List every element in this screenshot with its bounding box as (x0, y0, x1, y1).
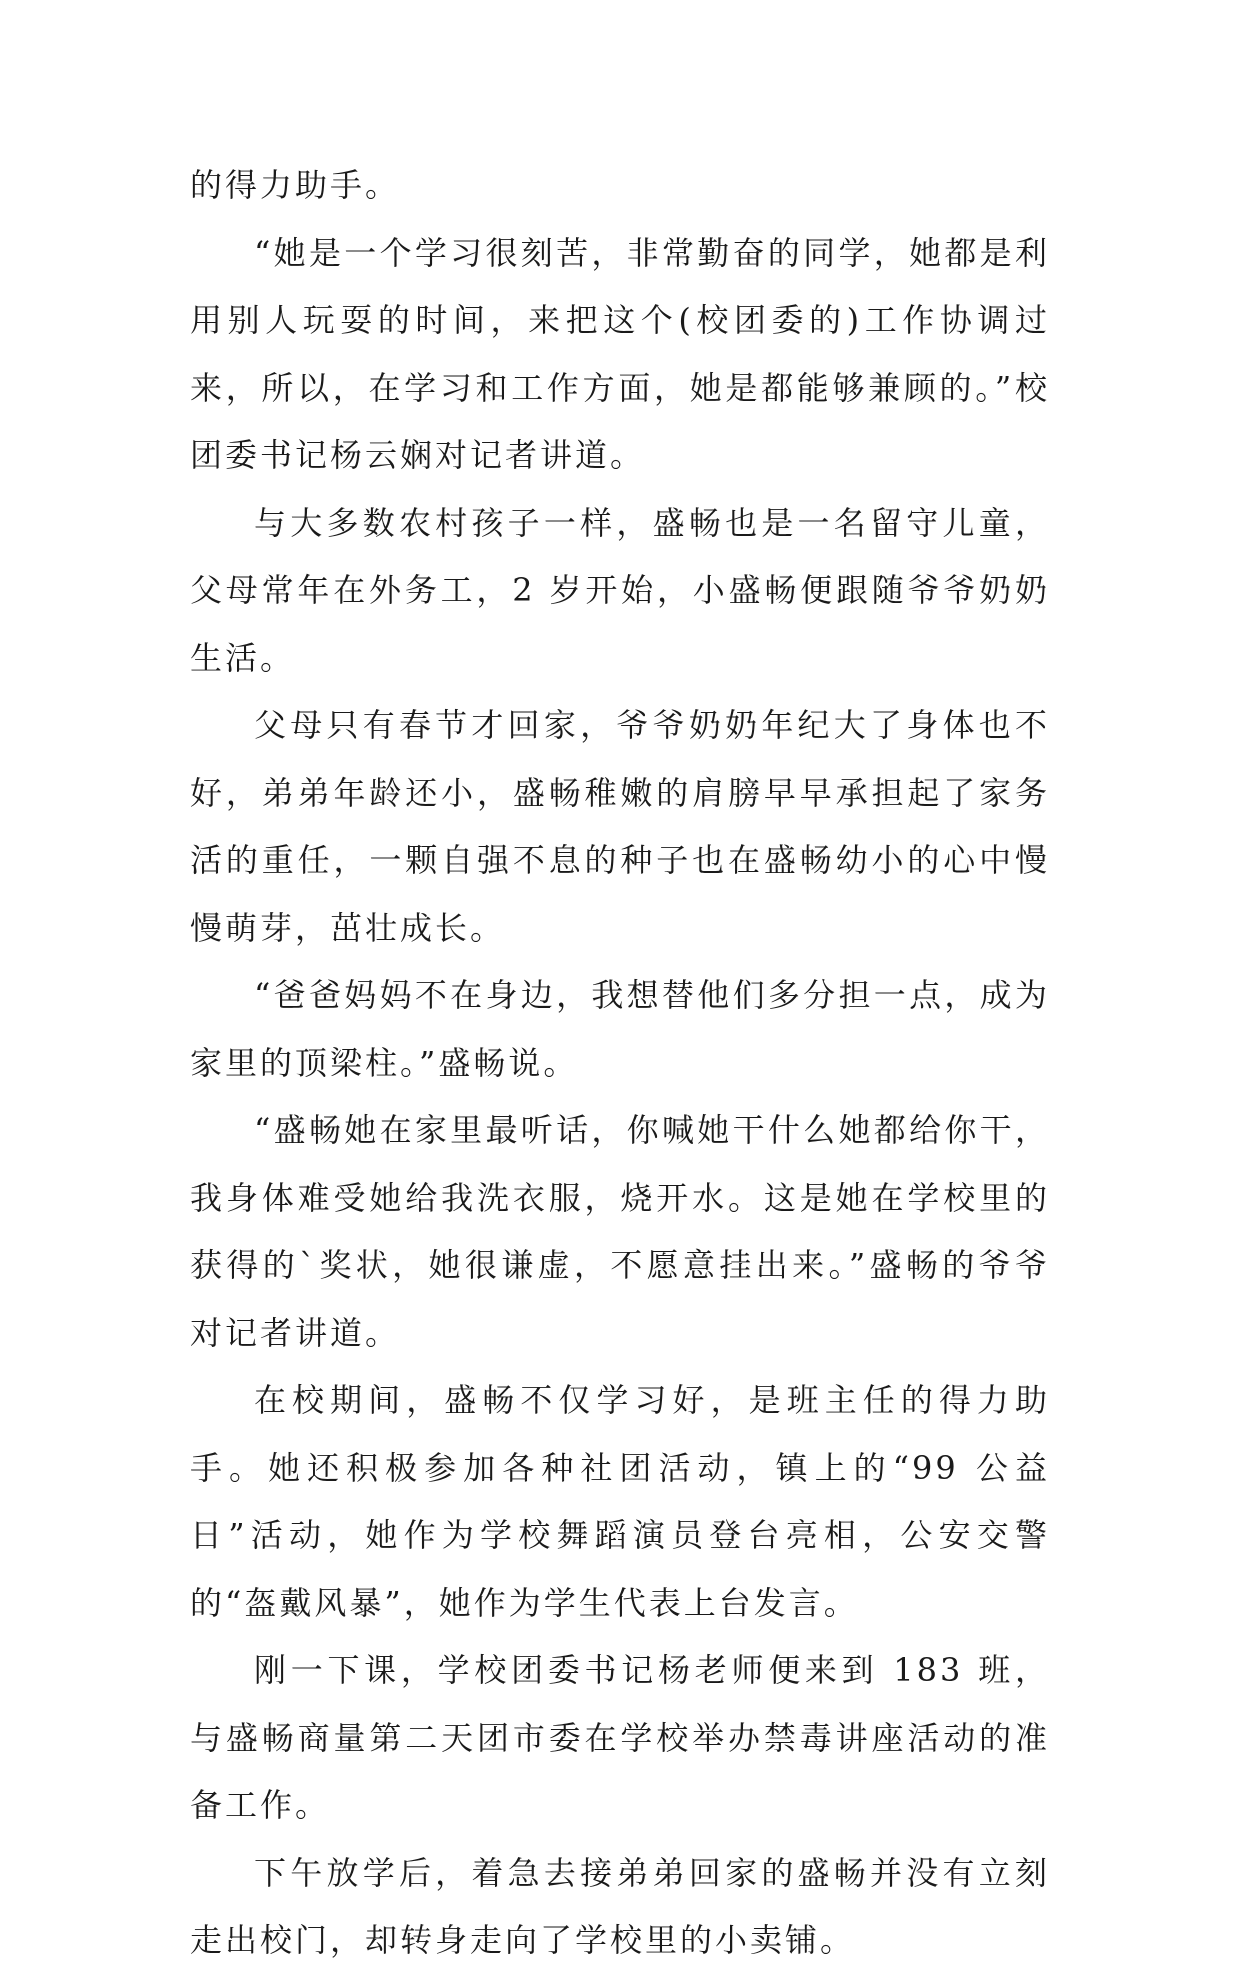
paragraph-5: “爸爸妈妈不在身边，我想替他们多分担一点，成为家里的顶梁柱。”盛畅说。 (190, 976, 1050, 1082)
article-body (190, 152, 1050, 1975)
paragraph-4: 父母只有春节才回家，爷爷奶奶年纪大了身体也不好，弟弟年龄还小，盛畅稚嫩的肩膀早早承担起了家务活的重任，一颗自强不息的种子也在盛畅幼小的心中慢慢萌芽，茁壮成长。 (190, 706, 1050, 947)
paragraph-8: 刚一下课，学校团委书记杨老师便来到 183 班，与盛畅商量第二天团市委在学校举办禁毒讲座活动的准备工作。 (190, 1651, 1050, 1824)
paragraph-1: 的得力助手。 (190, 166, 401, 204)
paragraph-2: “她是一个学习很刻苦，非常勤奋的同学，她都是利用别人玩耍的时间，来把这个(校团委的)工作协调过来，所以，在学习和工作方面，她是都能够兼顾的。”校团委书记杨云娴对记者讲道。 (190, 233, 1050, 474)
paragraph-3: 与大多数农村孩子一样，盛畅也是一名留守儿童，父母常年在外务工，2 岁开始，小盛畅便跟随爷爷奶奶生活。 (190, 503, 1050, 677)
paragraph-6: “盛畅她在家里最听话，你喊她干什么她都给你干，我身体难受她给我洗衣服，烧开水。这是她在学校里的获得的`奖状，她很谦虚，不愿意挂出来。”盛畅的爷爷对记者讲道。 (190, 1111, 1050, 1352)
paragraph-9: 下午放学后，着急去接弟弟回家的盛畅并没有立刻走出校门，却转身走向了学校里的小卖铺。 (190, 1853, 1050, 1959)
paragraph-7: 在校期间，盛畅不仅学习好，是班主任的得力助手。她还积极参加各种社团活动，镇上的“99 公益日”活动，她作为学校舞蹈演员登台亮相，公安交警的“盔戴风暴”，她作为学生代表上台发言。 (190, 1381, 1050, 1622)
